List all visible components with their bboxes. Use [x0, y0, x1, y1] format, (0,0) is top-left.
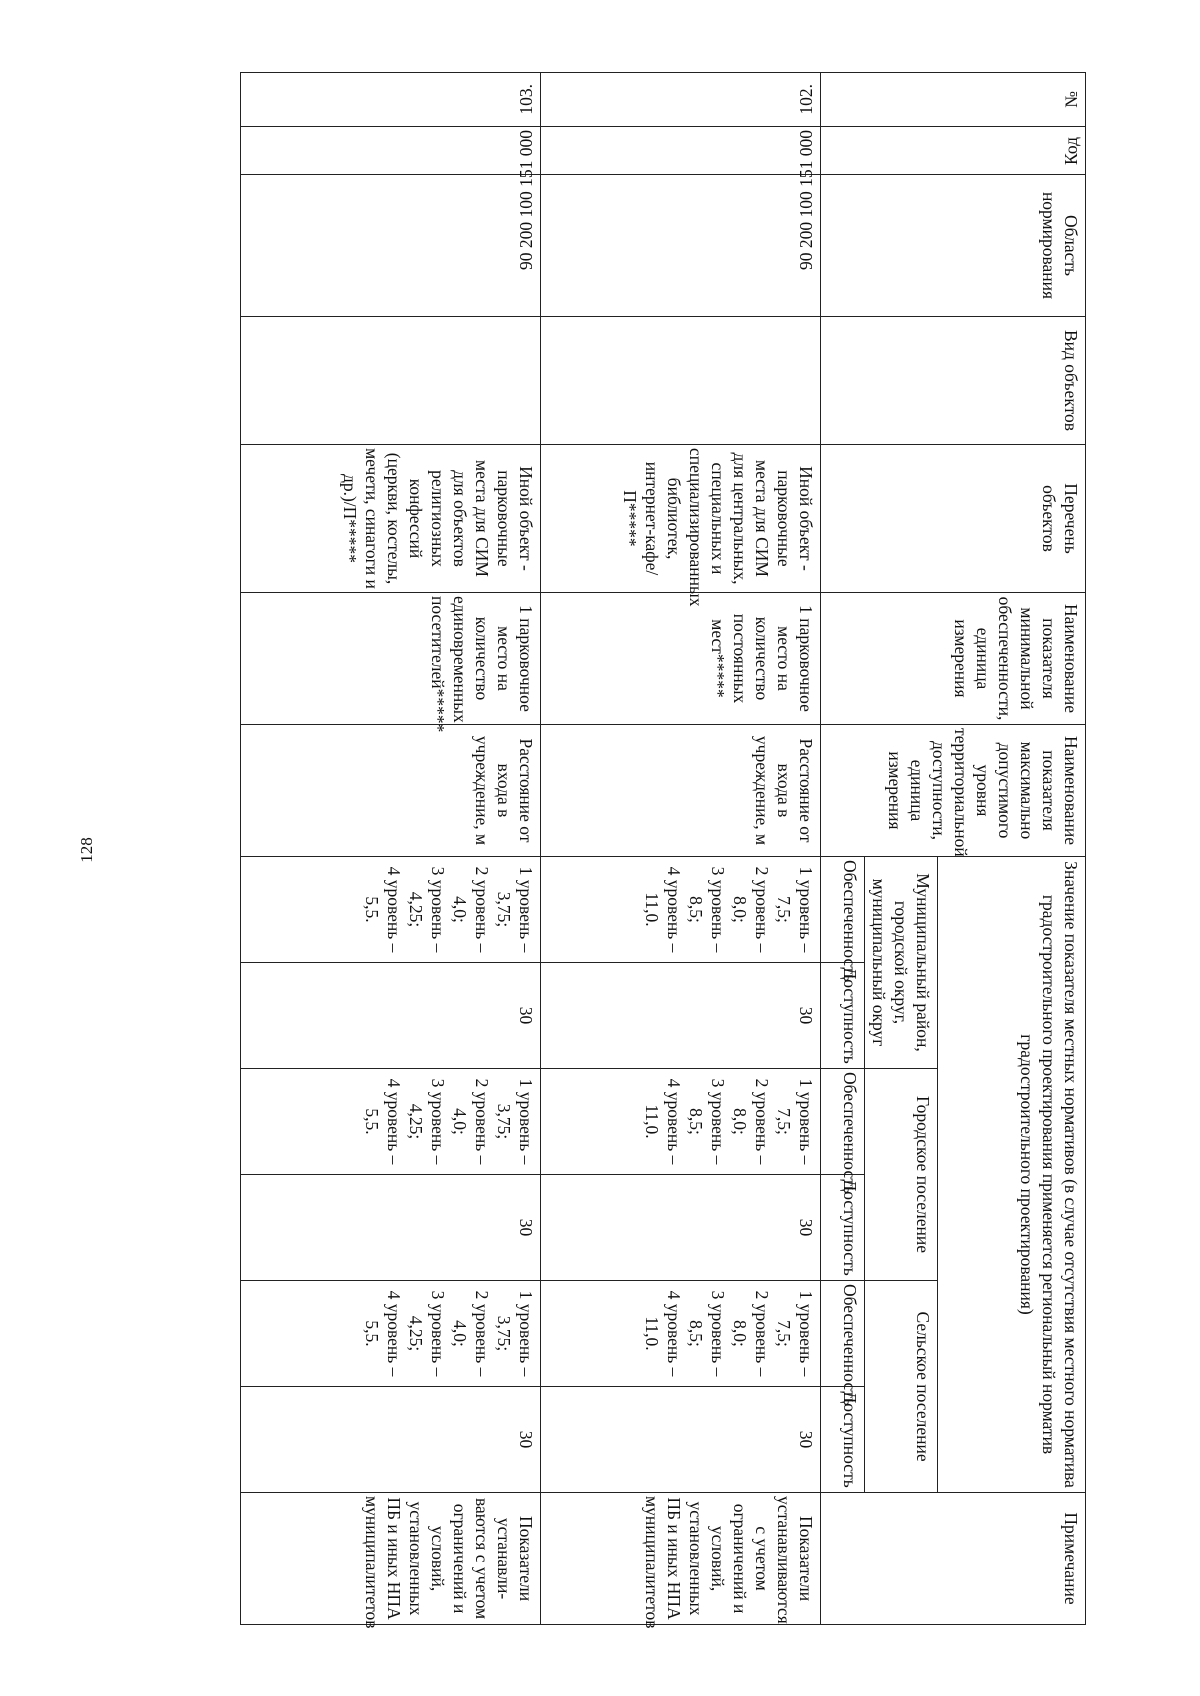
- table-row: [541, 73, 821, 1625]
- row-accessibility-municipal: 30: [541, 963, 821, 1069]
- row-code: 90 200 100 151 000: [541, 127, 821, 175]
- row-provision-rural: 1 уровень – 7,5; 2 уровень – 8,0; 3 уровень – 8,5; 4 уровень – 11,0.: [541, 1281, 821, 1387]
- row-area: [541, 175, 821, 317]
- row-accessibility-urban: 30: [541, 1175, 821, 1281]
- header-rural: Сельское поселение: [865, 1281, 938, 1493]
- header-row: [938, 73, 1086, 1625]
- header-min-indicator: Наименование показателя минимальной обеспеченности, единица измерения: [821, 593, 1086, 725]
- row-accessibility-rural: 30: [241, 1387, 541, 1493]
- row-accessibility-urban: 30: [241, 1175, 541, 1281]
- row-note: Показатели устанавливаются с учетом ограничений и условий, установленных ПБ и иных НПА муниципалитетов: [541, 1493, 821, 1625]
- header-note: Примечание: [821, 1493, 1086, 1625]
- row-max-indicator: Расстояние от входа в учреждение, м: [541, 725, 821, 857]
- row-list: Иной объект - парковочные места для СИМ для объектов религиозных конфессий (церкви, костелы, мечети, синагоги и др.)/П*****: [241, 445, 541, 593]
- header-area: Область нормирования: [821, 175, 1086, 317]
- page-number: 128: [77, 837, 96, 863]
- row-provision-municipal: 1 уровень – 3,75; 2 уровень – 4,0; 3 уровень – 4,25; 4 уровень – 5,5.: [241, 857, 541, 963]
- row-area: [241, 175, 541, 317]
- row-max-indicator: Расстояние от входа в учреждение, м: [241, 725, 541, 857]
- header-urban: Городское поселение: [865, 1069, 938, 1281]
- row-code: 90 200 100 151 000: [241, 127, 541, 175]
- row-accessibility-rural: 30: [541, 1387, 821, 1493]
- row-note: Показатели устанавли-ваются с учетом ограничений и условий, установленных ПБ и иных НПА муниципалитетов: [241, 1493, 541, 1625]
- rotated-page-content: [274, 72, 1086, 1629]
- row-provision-urban: 1 уровень – 7,5; 2 уровень – 8,0; 3 уровень – 8,5; 4 уровень – 11,0.: [541, 1069, 821, 1175]
- header-provision-municipal: Обеспеченность: [821, 857, 865, 963]
- table-row: [241, 73, 541, 1625]
- row-accessibility-municipal: 30: [241, 963, 541, 1069]
- header-provision-rural: Обеспеченность: [821, 1281, 865, 1387]
- header-accessibility-municipal: Доступность: [821, 963, 865, 1069]
- header-num: №: [821, 73, 1086, 127]
- header-code: Код: [821, 127, 1086, 175]
- header-max-indicator: Наименование показателя максимально допустимого уровня территориальной доступности, единица измерения: [821, 725, 1086, 857]
- row-num: 102.: [541, 73, 821, 127]
- header-accessibility-urban: Доступность: [821, 1175, 865, 1281]
- header-type: Вид объектов: [821, 317, 1086, 445]
- row-provision-municipal: 1 уровень – 7,5; 2 уровень – 8,0; 3 уровень – 8,5; 4 уровень – 11,0.: [541, 857, 821, 963]
- row-type: [241, 317, 541, 445]
- norms-table: [240, 72, 1086, 1629]
- header-list: Перечень объектов: [821, 445, 1086, 593]
- header-values-group: Значение показателя местных нормативов (в случае отсутствия местного норматива градостроительного проектирования применяется региональный норматив градостроительного проектирования): [938, 857, 1086, 1493]
- header-accessibility-rural: Доступность: [821, 1387, 865, 1493]
- row-provision-urban: 1 уровень – 3,75; 2 уровень – 4,0; 3 уровень – 4,25; 4 уровень – 5,5.: [241, 1069, 541, 1175]
- header-provision-urban: Обеспеченность: [821, 1069, 865, 1175]
- header-municipal: Муниципальный район, городской округ, муниципальный округ: [865, 857, 938, 1069]
- row-min-indicator: 1 парковочное место на количество постоянных мест*****: [541, 593, 821, 725]
- row-provision-rural: 1 уровень – 3,75; 2 уровень – 4,0; 3 уровень – 4,25; 4 уровень – 5,5.: [241, 1281, 541, 1387]
- row-list: Иной объект - парковочные места для СИМ для центральных, специальных и специализированных библиотек, интернет-кафе/П*****: [541, 445, 821, 593]
- row-num: 103.: [241, 73, 541, 127]
- row-min-indicator: 1 парковочное место на количество единовременных посетителей*****: [241, 593, 541, 725]
- row-type: [541, 317, 821, 445]
